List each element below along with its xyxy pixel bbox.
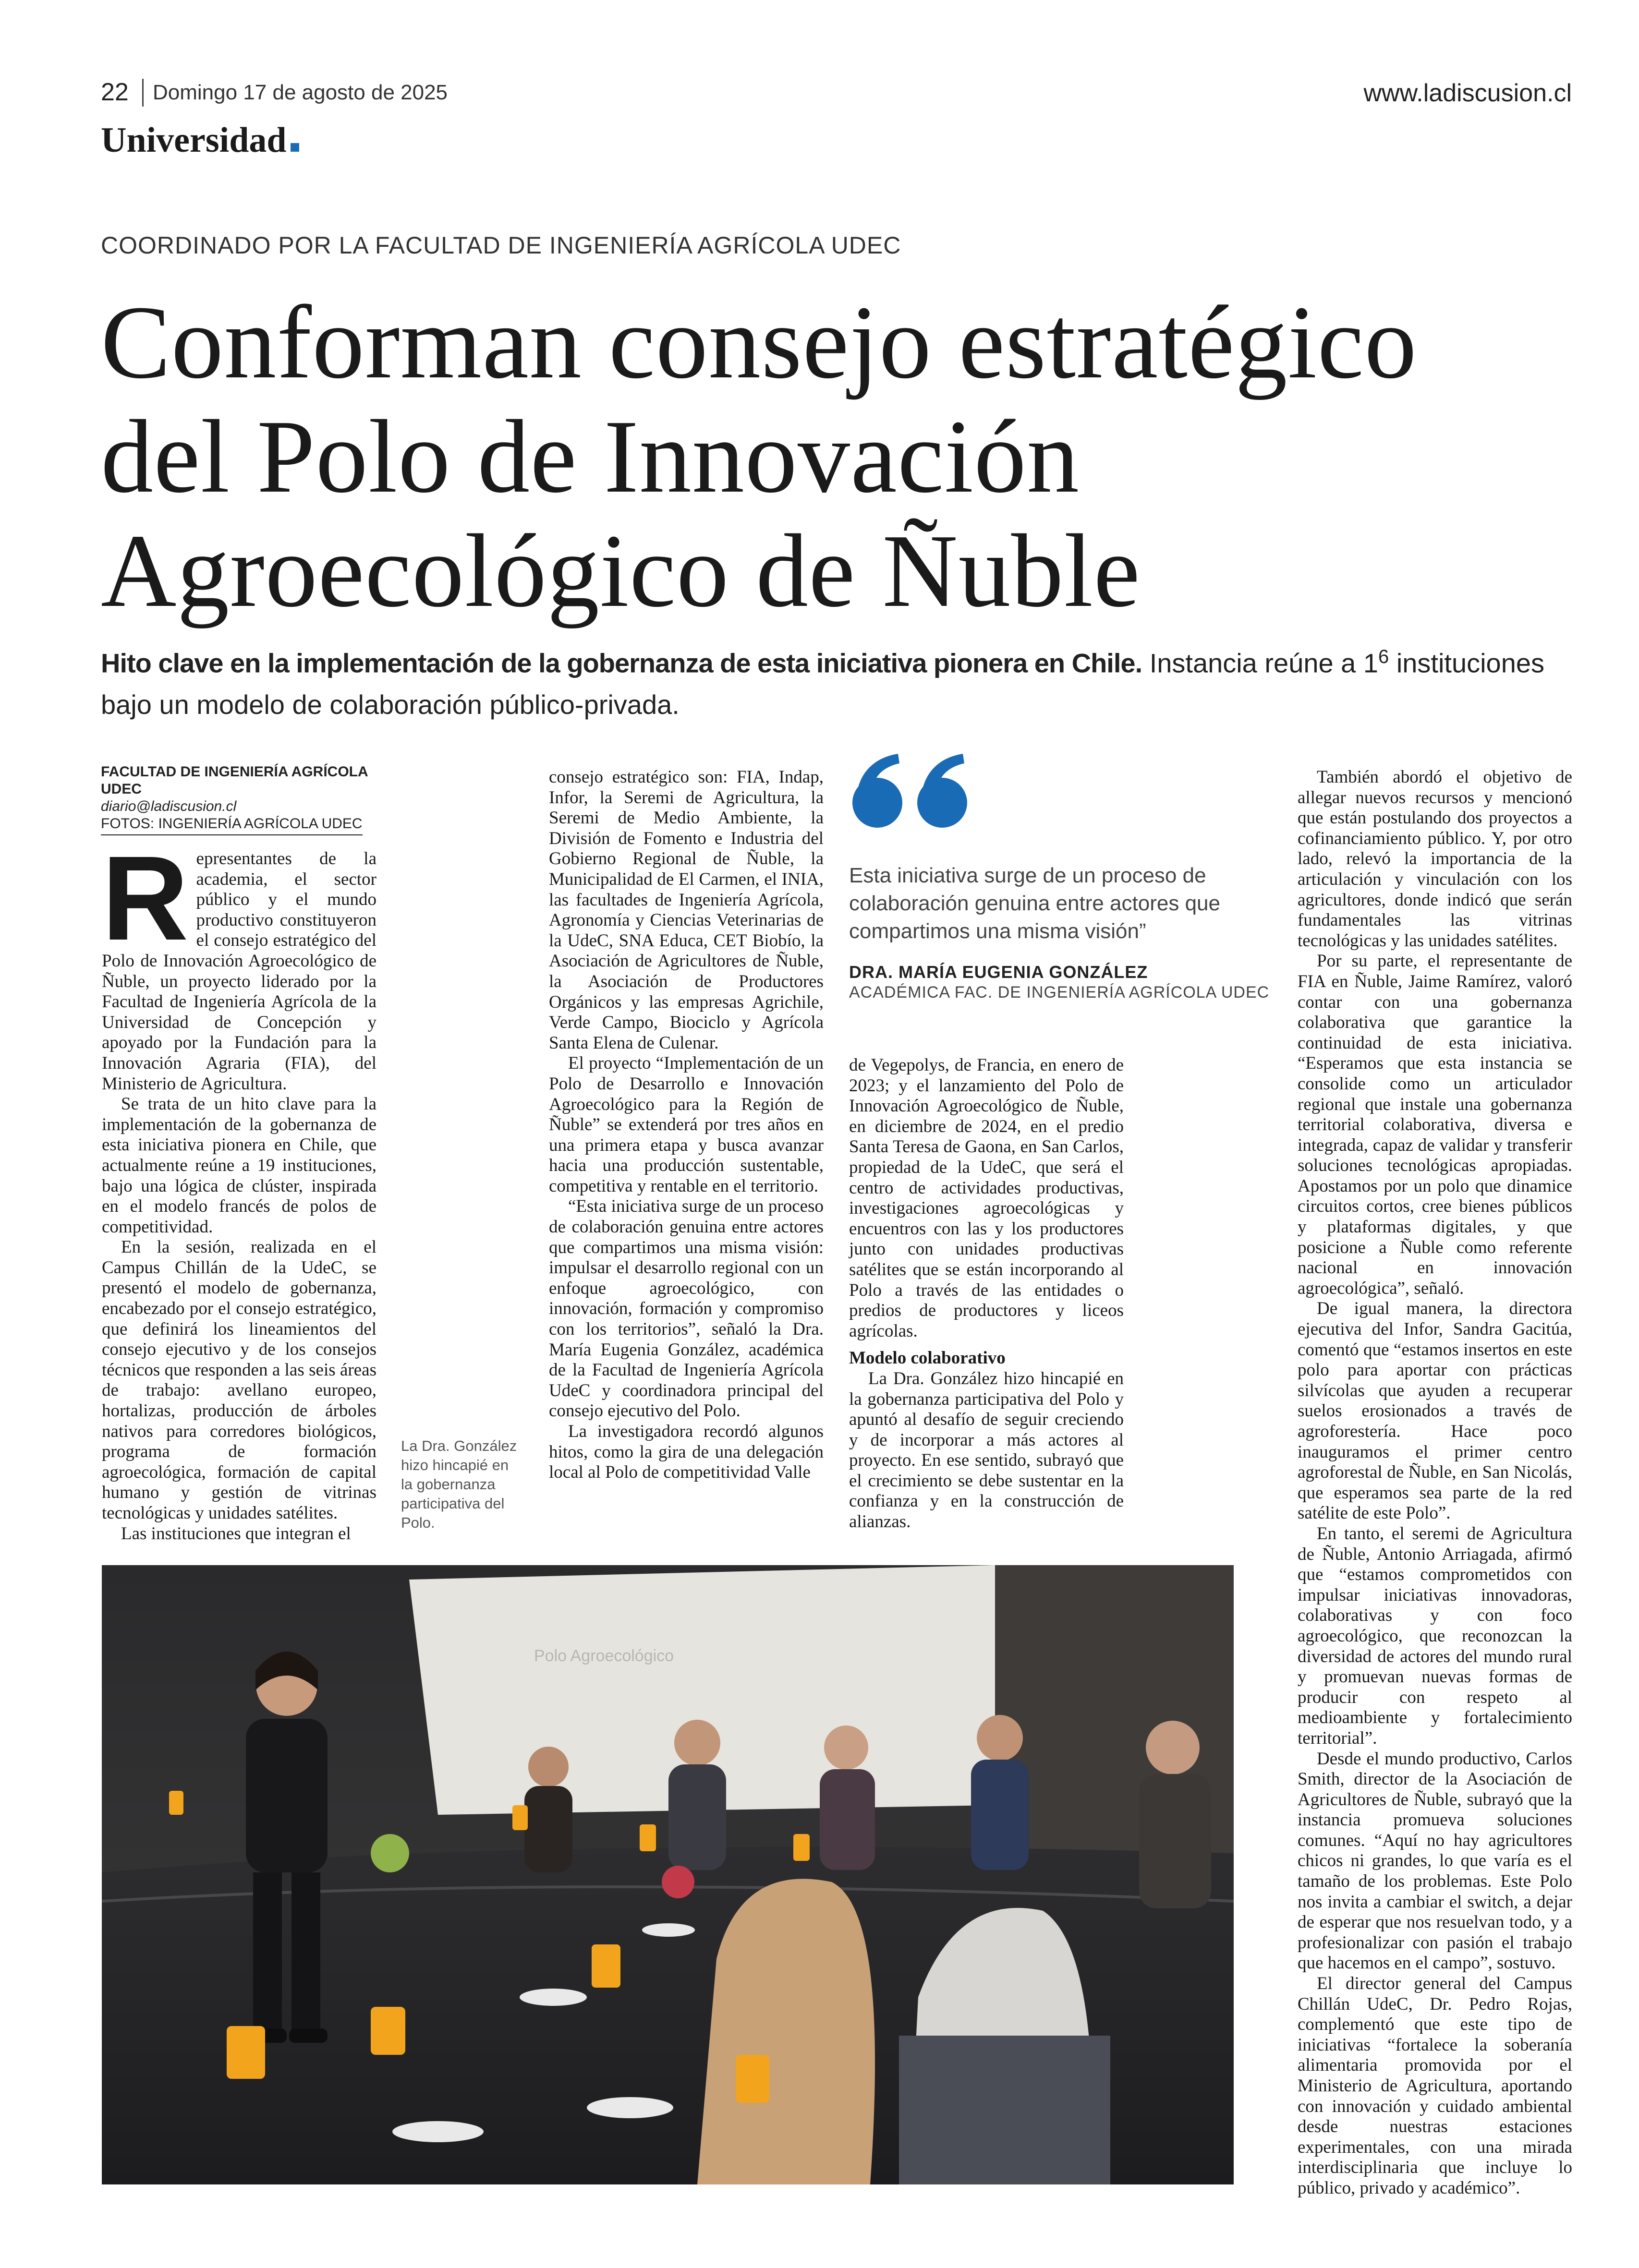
body-paragraph: El proyecto “Implementación de un Polo de Desarrollo e Innovación Agroecológico para la Región de Ñuble” se extenderá por tres años en una primera etapa y busca avanzar hacia una producción sustentable, competitiva y rentable en el territorio. [549, 1053, 824, 1196]
headline-line: Conforman consejo estratégico [101, 285, 1418, 400]
pull-quote-name: DRA. MARÍA EUGENIA GONZÁLEZ [849, 962, 1148, 982]
headline-line: del Polo de Innovación [101, 399, 1080, 515]
article-kicker: COORDINADO POR LA FACULTAD DE INGENIERÍA AGRÍCOLA UDEC [101, 232, 901, 259]
byline-email[interactable]: diario@ladiscusion.cl [101, 798, 237, 814]
body-paragraph: “Esta iniciativa surge de un proceso de colaboración genuina entre actores que compartimos una misma visión: impulsar el desarrollo regional con un enfoque agroecológico, con innovación, formación y compromiso con los territorios”, señaló la Dra. María Eugenia González, académica de la Facultad de Ingeniería Agrícola UdeC y coordinadora principal del consejo ejecutivo del Polo. [549, 1196, 824, 1421]
pull-quote-text: Esta iniciativa surge de un proceso de colaboración genuina entre actores que compartimos una misma visión” [849, 864, 1220, 943]
article-column-2 [549, 767, 824, 1483]
article-column-3 [849, 1055, 1124, 1532]
body-paragraph: Se trata de un hito clave para la implementación de la gobernanza de esta iniciativa pionera en Chile, que actualmente reúne a 19 instituciones, bajo una lógica de clúster, inspirada en el modelo francés de polos de competitividad. [102, 1094, 376, 1237]
article-lead [101, 636, 1570, 725]
article-column-4 [1298, 767, 1572, 2199]
body-paragraph: El director general del Campus Chillán UdeC, Dr. Pedro Rojas, complementó que este tipo de iniciativas “fortalece la soberanía alimentaria promovida por el Ministerio de Agricultura, aportando con innovación y cuidado ambiental desde nuestras estaciones experimentales, con una mirada interdisciplinaria que incluye lo público, privado y académico”. [1298, 1974, 1572, 2198]
body-paragraph: Desde el mundo productivo, Carlos Smith, director de la Asociación de Agricultores de Ñuble, subrayó que la instancia promueva soluciones comunes. “Aquí no hay agricultores chicos ni grandes, lo que varía es el tamaño de los problemas. Este Polo nos invita a cambiar el switch, a dejar de esperar que nos resuelvan todo, y a profesionalizar con pasión el trabajo que hacemos en el campo”, sostuvo. [1298, 1749, 1572, 1973]
quote-mark-icon [848, 749, 977, 833]
section-title [101, 120, 299, 161]
article-photo [102, 1565, 1234, 2184]
body-paragraph: También abordó el objetivo de allegar nuevos recursos y mencionó que están postulando dos proyectos a cofinanciamiento público. Y, por otro lado, relevó la importancia de la articulación y vinculación con los agricultores, donde indicó que serán fundamentales las vitrinas tecnológicas y las unidades satélites. [1298, 767, 1572, 951]
byline-author: FACULTAD DE INGENIERÍA AGRÍCOLA UDEC [101, 764, 368, 797]
body-paragraph: En tanto, el seremi de Agricultura de Ñuble, Antonio Arriagada, afirmó que “estamos comprometidos con impulsar iniciativas innovadoras, colaborativas y con foco agroecológico, que reconozcan la diversidad de actores del mundo rural y promuevan nuevas formas de producir con respeto al medioambiente y fortalecimiento territorial”. [1298, 1523, 1572, 1748]
subheading: Modelo colaborativo [849, 1348, 1006, 1368]
body-paragraph: Las instituciones que integran el [121, 1523, 351, 1544]
article-column-1 [102, 831, 376, 1544]
pull-quote-role: ACADÉMICA FAC. DE INGENIERÍA AGRÍCOLA UDEC [849, 983, 1270, 1001]
headline-line: Agroecológico de Ñuble [101, 513, 1141, 629]
lead-bold: Hito clave en la implementación de la gobernanza de esta iniciativa pionera en Chile. [101, 648, 1142, 678]
lead-text: Instancia reúne a 1 [1149, 648, 1379, 678]
edition-date: Domingo 17 de agosto de 2025 [153, 81, 448, 104]
photo-slide-text: Polo Agroecológico [534, 1647, 674, 1665]
drop-cap: R [102, 831, 189, 965]
body-paragraph: La Dra. González hizo hincapié en la gobernanza participativa del Polo y apuntó al desafío de seguir creciendo y de incorporar a más actores al proyecto. En ese sentido, subrayó que el crecimiento se debe sustentar en la confianza y en la construcción de alianzas. [849, 1368, 1124, 1532]
lead-text: instituciones bajo un modelo de colaboración público-privada. [101, 648, 1544, 720]
body-paragraph: consejo estratégico son: FIA, Indap, Infor, la Seremi de Agricultura, la Seremi de Medio Ambiente, la División de Fomento e Industria del Gobierno Regional de Ñuble, la Municipalidad de El Carmen, el INIA, las facultades de Ingeniería Agrícola, Agronomía y Ciencias Veterinarias de la UdeC, SNA Educa, CET Biobío, la Asociación de Agricultores de Ñuble, la Asociación de Productores Orgánicos y las empresas Agrichile, Verde Campo, Biociclo y Agrícola Santa Elena de Culenar. [549, 767, 824, 1053]
meeting-photo-illustration [102, 1565, 1234, 2184]
website-url[interactable]: www.ladiscusion.cl [1363, 79, 1572, 107]
body-paragraph: Por su parte, el representante de FIA en Ñuble, Jaime Ramírez, valoró contar con una gobernanza colaborativa que garantice la continuidad de esta iniciativa. “Esperamos que esta instancia se consolide como un articulador regional que instale una gobernanza territorial colaborativa, diversa e integrada, capaz de validar y transferir soluciones tecnológicas apropiadas. Apostamos por un polo que dinamice circuitos cortos, cree bienes públicos y plataformas digitales, y que posicione a Ñuble como referente nacional en innovación agroecológica”, señaló. [1298, 951, 1572, 1298]
body-paragraph: De igual manera, la directora ejecutiva del Infor, Sandra Gacitúa, comentó que “estamos insertos en este polo para aportar con prácticas silvícolas que ayuden a recuperar suelos erosionados a través de agroforestería. Hace poco inauguramos el primer centro agroforestal de Ñuble, en San Nicolás, que esperamos sea parte de la red satélite de este Polo”. [1298, 1299, 1572, 1523]
body-paragraph: La investigadora recordó algunos hitos, como la gira de una delegación local al Polo de competitividad Valle [549, 1422, 824, 1483]
body-paragraph: de Vegepolys, de Francia, en enero de 2023; y el lanzamiento del Polo de Innovación Agroecológico de Ñuble, en diciembre de 2024, en el predio Santa Teresa de Gaona, en San Carlos, propiedad de la UdeC, que será el centro de actividades productivas, investigaciones agroecológicas y encuentros con las y los productores junto con unidades productivas satélites que se están incorporando al Polo a través de las entidades o predios de productores y liceos agrícolas. [849, 1055, 1124, 1341]
body-paragraph: En la sesión, realizada en el Campus Chillán de la UdeC, se presentó el modelo de gobernanza, encabezado por el consejo estratégico, que definirá los lineamientos del consejo ejecutivo y de los consejos técnicos que responden a las seis áreas de trabajo: avellano europeo, hortalizas, producción de árboles nativos para corredores biológicos, programa de formación agroecológica, formación de capital humano y gestión de vitrinas tecnológicas y unidades satélites. [102, 1237, 376, 1523]
section-dot-icon [291, 143, 299, 152]
body-paragraph: epresentantes de la academia, el sector público y el mundo productivo constituyeron el consejo estratégico del Polo de Innovación Agroecológico de Ñuble, un proyecto liderado por la Facultad de Ingeniería Agrícola de la Universidad de Concepción y apoyado por la Fundación para la Innovación Agraria (FIA), del Ministerio de Agricultura. [102, 849, 376, 1094]
lead-superscript: 6 [1378, 646, 1389, 667]
photo-caption: La Dra. González hizo hincapié en la gobernanza participativa del Polo. [401, 1437, 517, 1531]
header-divider [142, 79, 144, 107]
article-headline [101, 286, 1542, 628]
byline [101, 763, 370, 835]
page-number: 22 [101, 78, 129, 106]
byline-photo-credit: FOTOS: INGENIERÍA AGRÍCOLA UDEC [101, 815, 363, 835]
section-label: Universidad [101, 121, 287, 160]
